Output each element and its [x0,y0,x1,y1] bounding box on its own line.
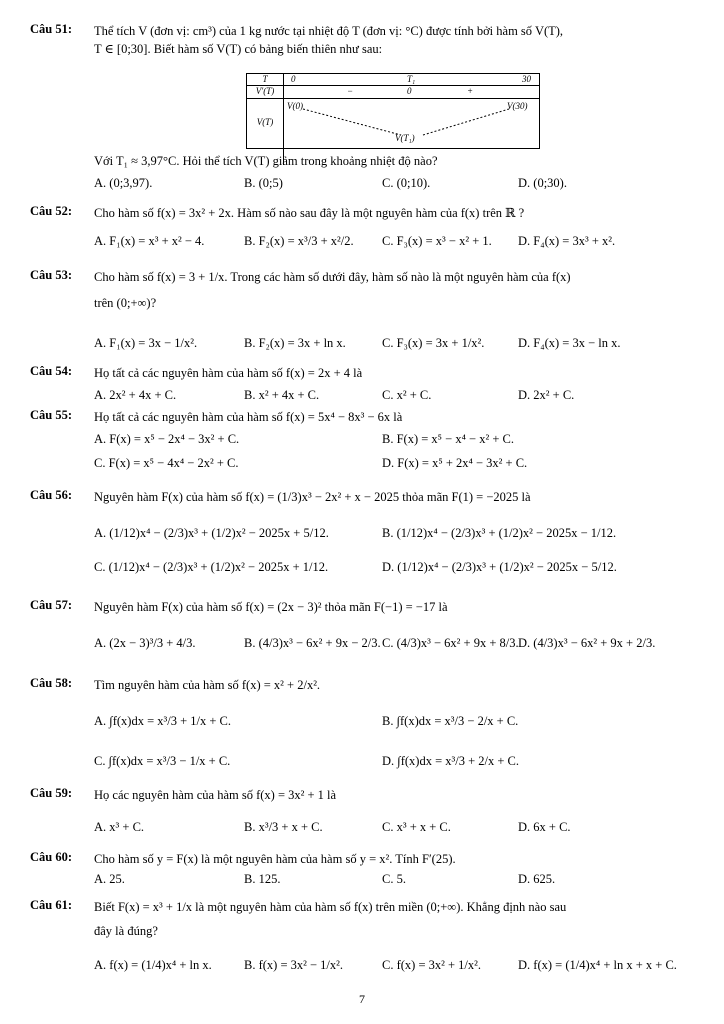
question-52: Câu 52: Cho hàm số f(x) = 3x² + 2x. Hàm số nào sau đây là một nguyên hàm của f(x) trên ℝ ? A. F₁(x) = x³ + x² − 4. B. F₂(x) = x³/3 + x²/2. C. F₃(x) = x³ − x² + 1. D. F₄(x) = 3x³ + x². [30,204,616,248]
question-stem: Thể tích V (đơn vị: cm³) của 1 kg nước tại nhiệt độ T (đơn vị: °C) được tính bởi hàm số V(T), T ∈ [0;30]. Biết hàm số V(T) có bảng biến thiên như sau: [94,24,564,56]
option-a[interactable]: A. F₁(x) = 3x − 1/x². [94,336,198,350]
option-a[interactable]: A. F₁(x) = x³ + x² − 4. [94,234,205,248]
option-c[interactable]: C. f(x) = 3x² + 1/x². [382,958,482,972]
option-c[interactable]: C. ∫f(x)dx = x³/3 − 1/x + C. [94,754,231,768]
option-b[interactable]: B. (4/3)x³ − 6x² + 9x − 2/3. [244,636,381,650]
option-c[interactable]: C. (0;10). [382,176,431,190]
option-b[interactable]: B. F(x) = x⁵ − x⁴ − x² + C. [382,432,514,446]
option-c[interactable]: C. (1/12)x⁴ − (2/3)x³ + (1/2)x² − 2025x + 1/12. [94,560,329,574]
option-c[interactable]: C. F₃(x) = 3x + 1/x². [382,336,485,350]
option-a[interactable]: A. f(x) = (1/4)x⁴ + ln x. [94,958,212,972]
option-d[interactable]: D. F(x) = x⁵ + 2x⁴ − 3x² + C. [382,456,528,470]
question-59: Câu 59: Họ các nguyên hàm của hàm số f(x) = 3x² + 1 là A. x³ + C. B. x³/3 + x + C. C. x³ + x + C. D. 6x + C. [30,786,571,834]
option-b[interactable]: B. x³/3 + x + C. [244,820,323,834]
option-b[interactable]: B. (0;5) [244,176,283,190]
question-60: Câu 60: Cho hàm số y = F(x) là một nguyên hàm của hàm số y = x². Tính F′(25). A. 25. B. 125. C. 5. D. 625. [30,850,556,886]
option-d[interactable]: D. F₄(x) = 3x³ + x². [518,234,616,248]
question-61: Câu 61: Biết F(x) = x³ + 1/x là một nguyên hàm của hàm số f(x) trên miền (0;+∞). Khẳng định nào sau đây là đúng? A. f(x) = (1/4)x⁴ + ln x. B. f(x) = 3x² − 1/x². C. f(x) = 3x² + 1/x². D. f(x) = (1/4)x⁴ + ln x + x + C. [30,898,677,972]
option-b[interactable]: B. (1/12)x⁴ − (2/3)x³ + (1/2)x² − 2025x − 1/12. [382,526,617,540]
variation-table: T 0 T₁ 30 V′(T) − 0 + V(T) V(0) V(30) V(T₁) [246,73,540,149]
option-b[interactable]: B. 125. [244,872,281,886]
option-b[interactable]: B. f(x) = 3x² − 1/x². [244,958,344,972]
option-d[interactable]: D. ∫f(x)dx = x³/3 + 2/x + C. [382,754,519,768]
option-c[interactable]: C. x³ + x + C. [382,820,451,834]
option-a[interactable]: A. F(x) = x⁵ − 2x⁴ − 3x² + C. [94,432,240,446]
option-d[interactable]: D. f(x) = (1/4)x⁴ + ln x + x + C. [518,958,677,972]
option-a[interactable]: A. ∫f(x)dx = x³/3 + 1/x + C. [94,714,231,728]
question-54: Câu 54: Họ tất cả các nguyên hàm của hàm số f(x) = 2x + 4 là A. 2x² + 4x + C. B. x² + 4x + C. C. x² + C. D. 2x² + C. [30,364,575,402]
option-a[interactable]: A. x³ + C. [94,820,145,834]
option-d[interactable]: D. (0;30). [518,176,567,190]
option-a[interactable]: A. 2x² + 4x + C. [94,388,177,402]
option-c[interactable]: C. F₃(x) = x³ − x² + 1. [382,234,492,248]
variation-arrows [283,99,539,147]
option-d[interactable]: D. 6x + C. [518,820,571,834]
question-55: Câu 55: Họ tất cả các nguyên hàm của hàm số f(x) = 5x⁴ − 8x³ − 6x là A. F(x) = x⁵ − 2x⁴ − 3x² + C. B. F(x) = x⁵ − x⁴ − x² + C. C. F(x) = x⁵ − 4x⁴ − 2x² + C. D. F(x) = x⁵ + 2x⁴ − 3x² + C. [30,408,528,470]
option-b[interactable]: B. F₂(x) = 3x + ln x. [244,336,346,350]
option-d[interactable]: D. 2x² + C. [518,388,575,402]
option-d[interactable]: D. (1/12)x⁴ − (2/3)x³ + (1/2)x² − 2025x − 5/12. [382,560,617,574]
option-a[interactable]: A. 25. [94,872,125,886]
option-c[interactable]: C. 5. [382,872,406,886]
option-c[interactable]: C. (4/3)x³ − 6x² + 9x + 8/3. [382,636,519,650]
option-d[interactable]: D. 625. [518,872,556,886]
option-b[interactable]: B. F₂(x) = x³/3 + x²/2. [244,234,354,248]
option-a[interactable]: A. (1/12)x⁴ − (2/3)x³ + (1/2)x² − 2025x + 5/12. [94,526,329,540]
option-d[interactable]: D. F₄(x) = 3x − ln x. [518,336,621,350]
question-56: Câu 56: Nguyên hàm F(x) của hàm số f(x) = (1/3)x³ − 2x² + x − 2025 thỏa mãn F(1) = −2025 là A. (1/12)x⁴ − (2/3)x³ + (1/2)x² − 2025x + 5/12. B. (1/12)x⁴ − (2/3)x³ + (1/2)x² − 2025x − 1/12. C. (1/12)x⁴ − (2/3)x³ + (1/2)x² − 2025x + 1/12. D. (1/12)x⁴ − (2/3)x³ + (1/2)x² − 2025x − 5/12. [30,488,617,574]
page-number: 7 [359,992,365,1006]
question-number: Câu 51: [30,22,73,36]
question-58: Câu 58: Tìm nguyên hàm của hàm số f(x) = x² + 2/x². A. ∫f(x)dx = x³/3 + 1/x + C. B. ∫f(x)dx = x³/3 − 2/x + C. C. ∫f(x)dx = x³/3 − 1/x + C. D. ∫f(x)dx = x³/3 + 2/x + C. [30,676,519,768]
question-53: Câu 53: Cho hàm số f(x) = 3 + 1/x. Trong các hàm số dưới đây, hàm số nào là một nguyên hàm của f(x) trên (0;+∞)? A. F₁(x) = 3x − 1/x². B. F₂(x) = 3x + ln x. C. F₃(x) = 3x + 1/x². D. F₄(x) = 3x − ln x. [30,268,621,350]
question-51-continued: Với T₁ ≈ 3,97°C. Hỏi thể tích V(T) giảm trong khoảng nhiệt độ nào? A. (0;3,97). B. (0;5) C. (0;10). D. (0;30). [94,154,567,190]
option-c[interactable]: C. F(x) = x⁵ − 4x⁴ − 2x² + C. [94,456,239,470]
question-57: Câu 57: Nguyên hàm F(x) của hàm số f(x) = (2x − 3)² thỏa mãn F(−1) = −17 là A. (2x − 3)³/3 + 4/3. B. (4/3)x³ − 6x² + 9x − 2/3. C. (4/3)x³ − 6x² + 9x + 8/3. D. (4/3)x³ − 6x² + 9x + 2/3. [30,598,656,650]
option-c[interactable]: C. x² + C. [382,388,432,402]
option-b[interactable]: B. ∫f(x)dx = x³/3 − 2/x + C. [382,714,519,728]
option-d[interactable]: D. (4/3)x³ − 6x² + 9x + 2/3. [518,636,656,650]
option-b[interactable]: B. x² + 4x + C. [244,388,320,402]
option-a[interactable]: A. (2x − 3)³/3 + 4/3. [94,636,196,650]
option-a[interactable]: A. (0;3,97). [94,176,153,190]
